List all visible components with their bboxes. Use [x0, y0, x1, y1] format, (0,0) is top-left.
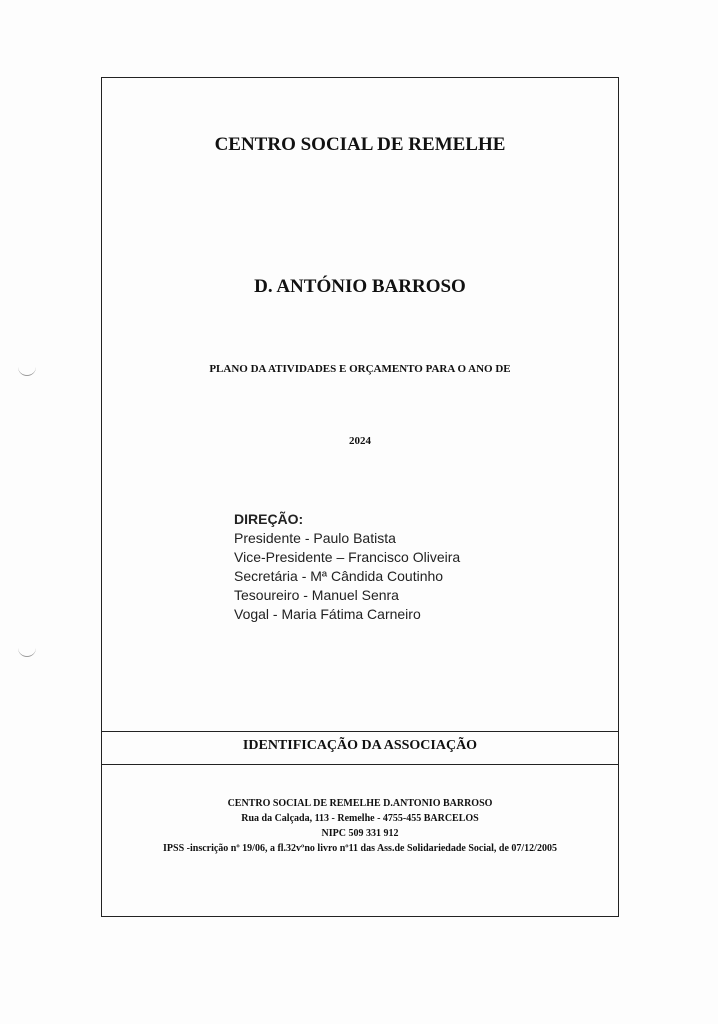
board-of-directors [234, 510, 460, 624]
board-member-president: Presidente - Paulo Batista [234, 530, 396, 546]
punch-hole-mark [18, 366, 36, 376]
section-divider [102, 731, 618, 732]
association-nipc: NIPC 509 331 912 [321, 828, 399, 839]
section-divider [102, 764, 618, 765]
board-member-vogal: Vogal - Maria Fátima Carneiro [234, 606, 421, 622]
board-member-secretary: Secretária - Mª Cândida Coutinho [234, 568, 444, 584]
board-member-list [234, 529, 460, 624]
organization-name: CENTRO SOCIAL DE REMELHE [214, 134, 506, 155]
punch-hole-mark [18, 647, 36, 657]
cover-page-frame [101, 77, 619, 917]
association-registration: IPSS -inscrição nº 19/06, a fl.32vºno livro nº11 das Ass.de Solidariedade Social, de 07/12/2005 [163, 843, 557, 854]
patron-name: D. ANTÓNIO BARROSO [254, 276, 466, 297]
plan-title: PLANO DA ATIVIDADES E ORÇAMENTO PARA O ANO DE [209, 363, 511, 375]
plan-year: 2024 [349, 435, 371, 447]
association-address: Rua da Calçada, 113 - Remelhe - 4755-455 BARCELOS [241, 813, 479, 824]
board-member-vice-president: Vice-Presidente – Francisco Oliveira [234, 549, 461, 565]
identification-title: IDENTIFICAÇÃO DA ASSOCIAÇÃO [242, 738, 478, 753]
identification-details [102, 796, 618, 856]
board-title: DIREÇÃO: [234, 511, 304, 527]
board-member-treasurer: Tesoureiro - Manuel Senra [234, 587, 399, 603]
association-full-name: CENTRO SOCIAL DE REMELHE D.ANTONIO BARROSO [227, 798, 493, 809]
